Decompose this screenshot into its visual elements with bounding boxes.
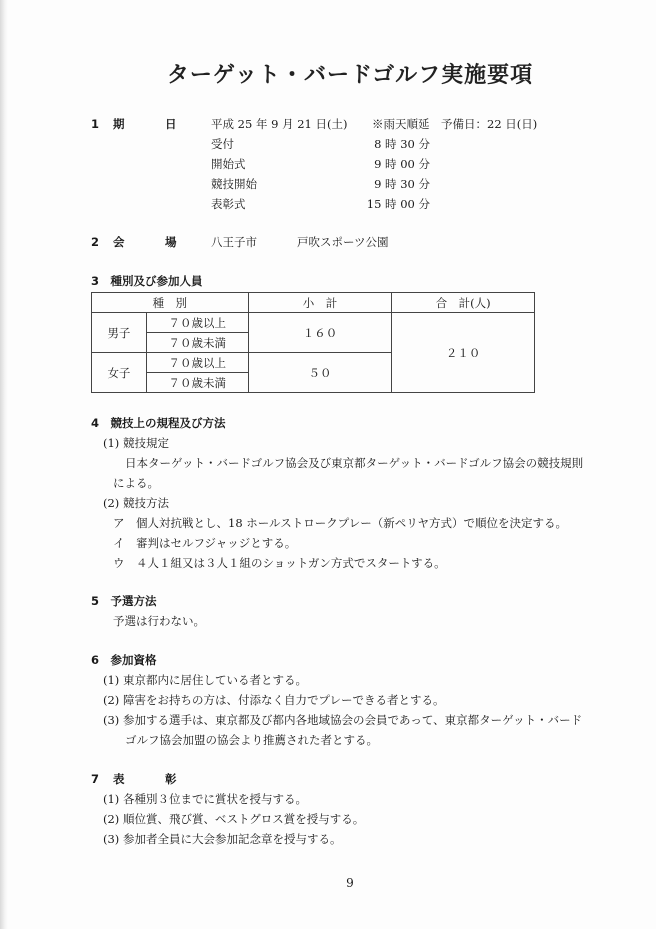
section-7-label-b: 彰 (165, 772, 177, 786)
section-1-label-a: 期 (113, 117, 125, 131)
rules-text: 日本ターゲット・バードゴルフ協会及び東京都ターゲット・バードゴルフ協会の競技規則 (125, 456, 584, 470)
header-category: 種 別 (92, 293, 249, 313)
award-item: (3) 参加者全員に大会参加記念章を授与する。 (103, 832, 342, 846)
section-3-heading: 3 種別及び参加人員 (91, 274, 203, 288)
eligibility-item: (2) 障害をお持ちの方は、付添なく自力でプレーできる者とする。 (103, 693, 445, 707)
male-label: 男子 (92, 313, 147, 353)
eligibility-item: (1) 東京都内に居住している者とする。 (103, 673, 307, 687)
section-5-heading: 5 予選方法 (91, 594, 157, 608)
age-category: ７０歳以上 (146, 353, 248, 373)
rules-subheading: (1) 競技規定 (103, 436, 169, 450)
schedule-item-name: 開始式 (211, 157, 246, 171)
schedule-item-time: 8 時 30 分 (374, 137, 430, 151)
rules-text-cont: による。 (113, 476, 159, 490)
female-label: 女子 (92, 353, 147, 393)
award-item: (1) 各種別３位までに賞状を授与する。 (103, 792, 307, 806)
section-7-number: 7 (91, 772, 100, 786)
rain-note: ※雨天順延 予備日：22 日(日) (372, 117, 538, 131)
age-category: ７０歳以上 (146, 313, 248, 333)
venue-city: 八王子市 (211, 235, 257, 249)
female-subtotal: ５０ (248, 353, 392, 393)
schedule-item-name: 受付 (211, 137, 234, 151)
age-category: ７０歳未満 (146, 373, 248, 393)
eligibility-item-cont: ゴルフ協会加盟の協会より推薦された者とする。 (125, 733, 378, 747)
preliminary-text: 予選は行わない。 (113, 614, 205, 628)
schedule-item-time: 9 時 30 分 (374, 177, 430, 191)
section-1-label-b: 日 (165, 117, 177, 131)
participants-table (91, 292, 535, 393)
section-2-number: 2 (91, 235, 100, 249)
section-7-label-a: 表 (113, 772, 125, 786)
section-4-heading: 4 競技上の規程及び方法 (91, 416, 226, 430)
section-6-heading: 6 参加資格 (91, 653, 157, 667)
table-header-row (92, 293, 535, 313)
schedule-item-name: 競技開始 (211, 177, 257, 191)
method-subheading: (2) 競技方法 (103, 496, 169, 510)
method-item-i: イ 審判はセルフジャッジとする。 (113, 536, 297, 550)
document-title: ターゲット・バードゴルフ実施要項 (166, 63, 534, 88)
method-item-u: ウ ４人１組又は３人１組のショットガン方式でスタートする。 (113, 556, 446, 570)
section-2-label-b: 場 (165, 235, 177, 249)
page-edge-shadow (0, 0, 8, 929)
method-item-a: ア 個人対抗戦とし、18 ホールストロークプレー（新ペリヤ方式）で順位を決定する。 (113, 516, 568, 530)
table-row (92, 313, 535, 333)
male-subtotal: １６０ (248, 313, 392, 353)
schedule-item-time: 9 時 00 分 (374, 157, 430, 171)
header-subtotal: 小 計 (248, 293, 392, 313)
page-number: 9 (346, 876, 354, 890)
event-date: 平成 25 年 9 月 21 日(土) (211, 117, 348, 131)
venue-name: 戸吹スポーツ公園 (297, 235, 389, 249)
schedule-item-name: 表彰式 (211, 197, 246, 211)
eligibility-item: (3) 参加する選手は、東京都及び都内各地域協会の会員であって、東京都ターゲット・バード (103, 713, 583, 727)
section-1-number: 1 (91, 117, 100, 131)
schedule-item-time: 15 時 00 分 (366, 197, 430, 211)
grand-total: ２１０ (392, 313, 535, 393)
award-item: (2) 順位賞、飛び賞、ベストグロス賞を授与する。 (103, 812, 365, 826)
header-total: 合 計(人) (392, 293, 535, 313)
section-2-label-a: 会 (113, 235, 125, 249)
age-category: ７０歳未満 (146, 333, 248, 353)
